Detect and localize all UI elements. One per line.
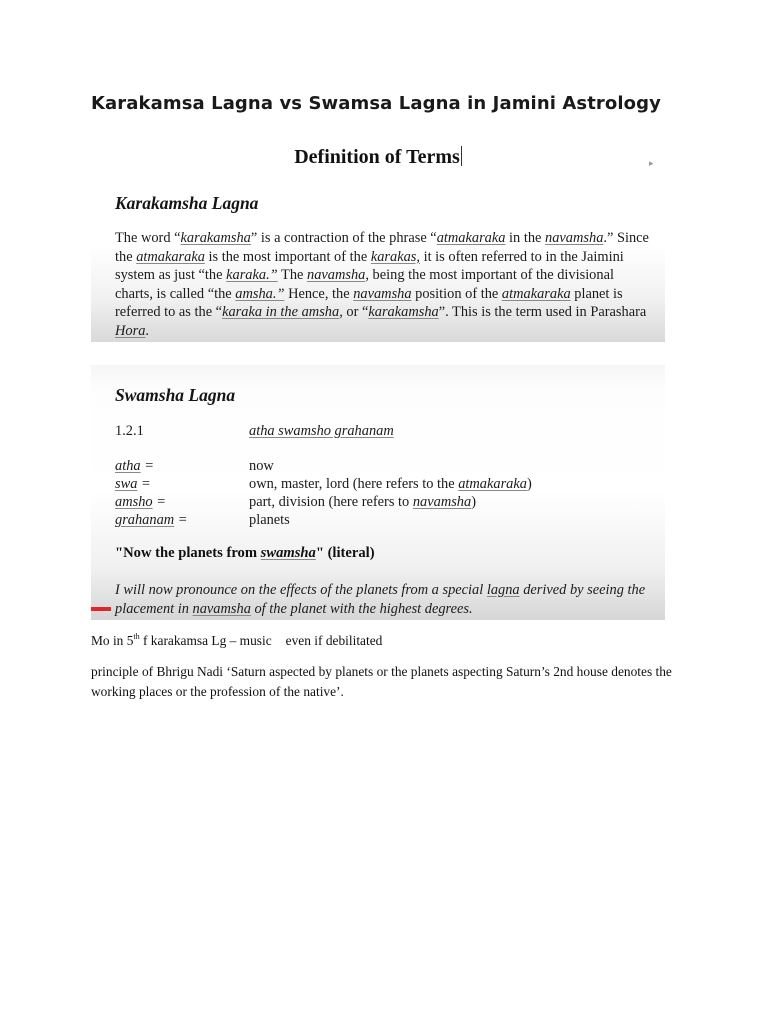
glossary-row xyxy=(115,511,655,529)
glossary-row xyxy=(115,457,655,475)
glossary-row xyxy=(115,493,655,511)
para-text: The word “ xyxy=(115,230,181,246)
literal-text: "Now the planets from xyxy=(115,545,261,561)
document-title: Karakamsa Lagna vs Swamsa Lagna in Jamini Astrology xyxy=(91,93,661,114)
definition-term: navamsha xyxy=(412,494,472,510)
para-term: karakamsha xyxy=(180,230,251,246)
swamsha-lagna-heading: Swamsha Lagna xyxy=(115,385,236,405)
glossary-definition xyxy=(249,475,532,493)
para-text: ” is a contraction of the phrase “ xyxy=(250,230,437,246)
term-word: amsho xyxy=(115,494,153,510)
slide-heading-text: Definition of Terms xyxy=(294,146,460,168)
interp-text: of the planet with the highest degrees. xyxy=(250,600,473,617)
mouse-cursor-icon: ▸ xyxy=(649,158,654,168)
para-term: Hora xyxy=(115,322,146,339)
para-term: karakas, xyxy=(370,248,420,265)
term-word: swa xyxy=(115,476,138,492)
glossary-term xyxy=(115,475,249,493)
glossary-row xyxy=(115,475,655,493)
para-text: .” Since the xyxy=(115,230,649,265)
interp-term: lagna xyxy=(486,582,520,598)
definition-text: now xyxy=(249,458,274,474)
literal-text: " (literal) xyxy=(315,545,375,561)
definition-text: part, division (here refers to xyxy=(249,494,413,510)
para-text: The xyxy=(277,267,307,283)
literal-term: swamsha xyxy=(260,545,316,561)
term-equals: = xyxy=(140,458,154,474)
interp-term: navamsha xyxy=(192,600,251,617)
para-term: atmakaraka xyxy=(501,285,571,302)
definition-term: atmakaraka xyxy=(458,476,527,492)
term-equals: = xyxy=(137,476,151,492)
para-text: ”. This is the term used in Parashara xyxy=(438,304,647,320)
slide-heading xyxy=(91,146,665,169)
para-text: planet is referred to as the “ xyxy=(115,285,623,320)
definition-slide-image xyxy=(91,128,665,342)
definition-text: ) xyxy=(471,494,476,510)
literal-translation xyxy=(115,545,375,562)
definition-text: ) xyxy=(526,476,532,492)
glossary-term xyxy=(115,493,249,511)
para-term: atmakaraka xyxy=(136,248,205,265)
glossary-term xyxy=(115,457,249,475)
verse-text: atha swamsho grahanam xyxy=(249,423,394,439)
swamsha-slide-image xyxy=(91,365,665,620)
para-term: karaka in the amsha xyxy=(222,304,340,320)
para-text: it is often referred to in the Jaimini system as just “the xyxy=(115,248,624,283)
para-text: , or “ xyxy=(339,304,369,320)
term-word: grahanam xyxy=(115,512,175,528)
term-equals: = xyxy=(152,494,166,510)
text-caret xyxy=(461,146,462,166)
para-term: amsha.” xyxy=(235,285,285,302)
verse-number: 1.2.1 xyxy=(115,423,144,439)
interpretation-paragraph xyxy=(115,581,663,618)
para-term: atmakaraka xyxy=(436,230,506,246)
interp-text: I will now pronounce on the effects of the planets from a special xyxy=(115,582,487,598)
note-text: even if debilitated xyxy=(285,633,383,648)
moon-fifth-note xyxy=(91,632,382,649)
glossary-term xyxy=(115,511,249,529)
bhrigu-nadi-principle: principle of Bhrigu Nadi ‘Saturn aspected by planets or the planets aspecting Saturn’s 2nd house denotes the working places or the profession of the native’. xyxy=(91,664,672,699)
para-text: position of the xyxy=(411,285,502,302)
red-progress-marker xyxy=(91,607,111,611)
para-term: karakamsha xyxy=(368,304,439,320)
para-term: karaka.” xyxy=(226,267,278,283)
para-term: navamsha xyxy=(545,230,604,246)
glossary-definition xyxy=(249,493,476,511)
para-text: is the most important of the xyxy=(204,248,371,265)
term-word: atha xyxy=(115,458,141,474)
note-superscript: th xyxy=(133,632,140,641)
note-text: Mo in 5 xyxy=(91,633,134,648)
interp-text: derived by seeing the placement in xyxy=(115,582,646,617)
glossary-definition xyxy=(249,457,274,475)
term-equals: = xyxy=(174,512,188,528)
para-text: Hence, the xyxy=(284,285,354,302)
definition-text: planets xyxy=(249,512,290,528)
definition-text: own, master, lord (here refers to the xyxy=(249,476,459,492)
glossary-list xyxy=(115,457,655,529)
karakamsha-lagna-heading: Karakamsha Lagna xyxy=(115,193,259,213)
glossary-definition xyxy=(249,511,290,529)
para-text: , being the most important of the divisional charts, is called “the xyxy=(115,267,614,302)
para-term: navamsha xyxy=(307,267,366,283)
para-text: . xyxy=(145,322,149,339)
karakamsha-definition-paragraph xyxy=(115,229,655,340)
para-text: in the xyxy=(505,230,546,246)
note-text: f karakamsa Lg – music xyxy=(139,633,272,648)
para-term: navamsha xyxy=(353,285,412,302)
